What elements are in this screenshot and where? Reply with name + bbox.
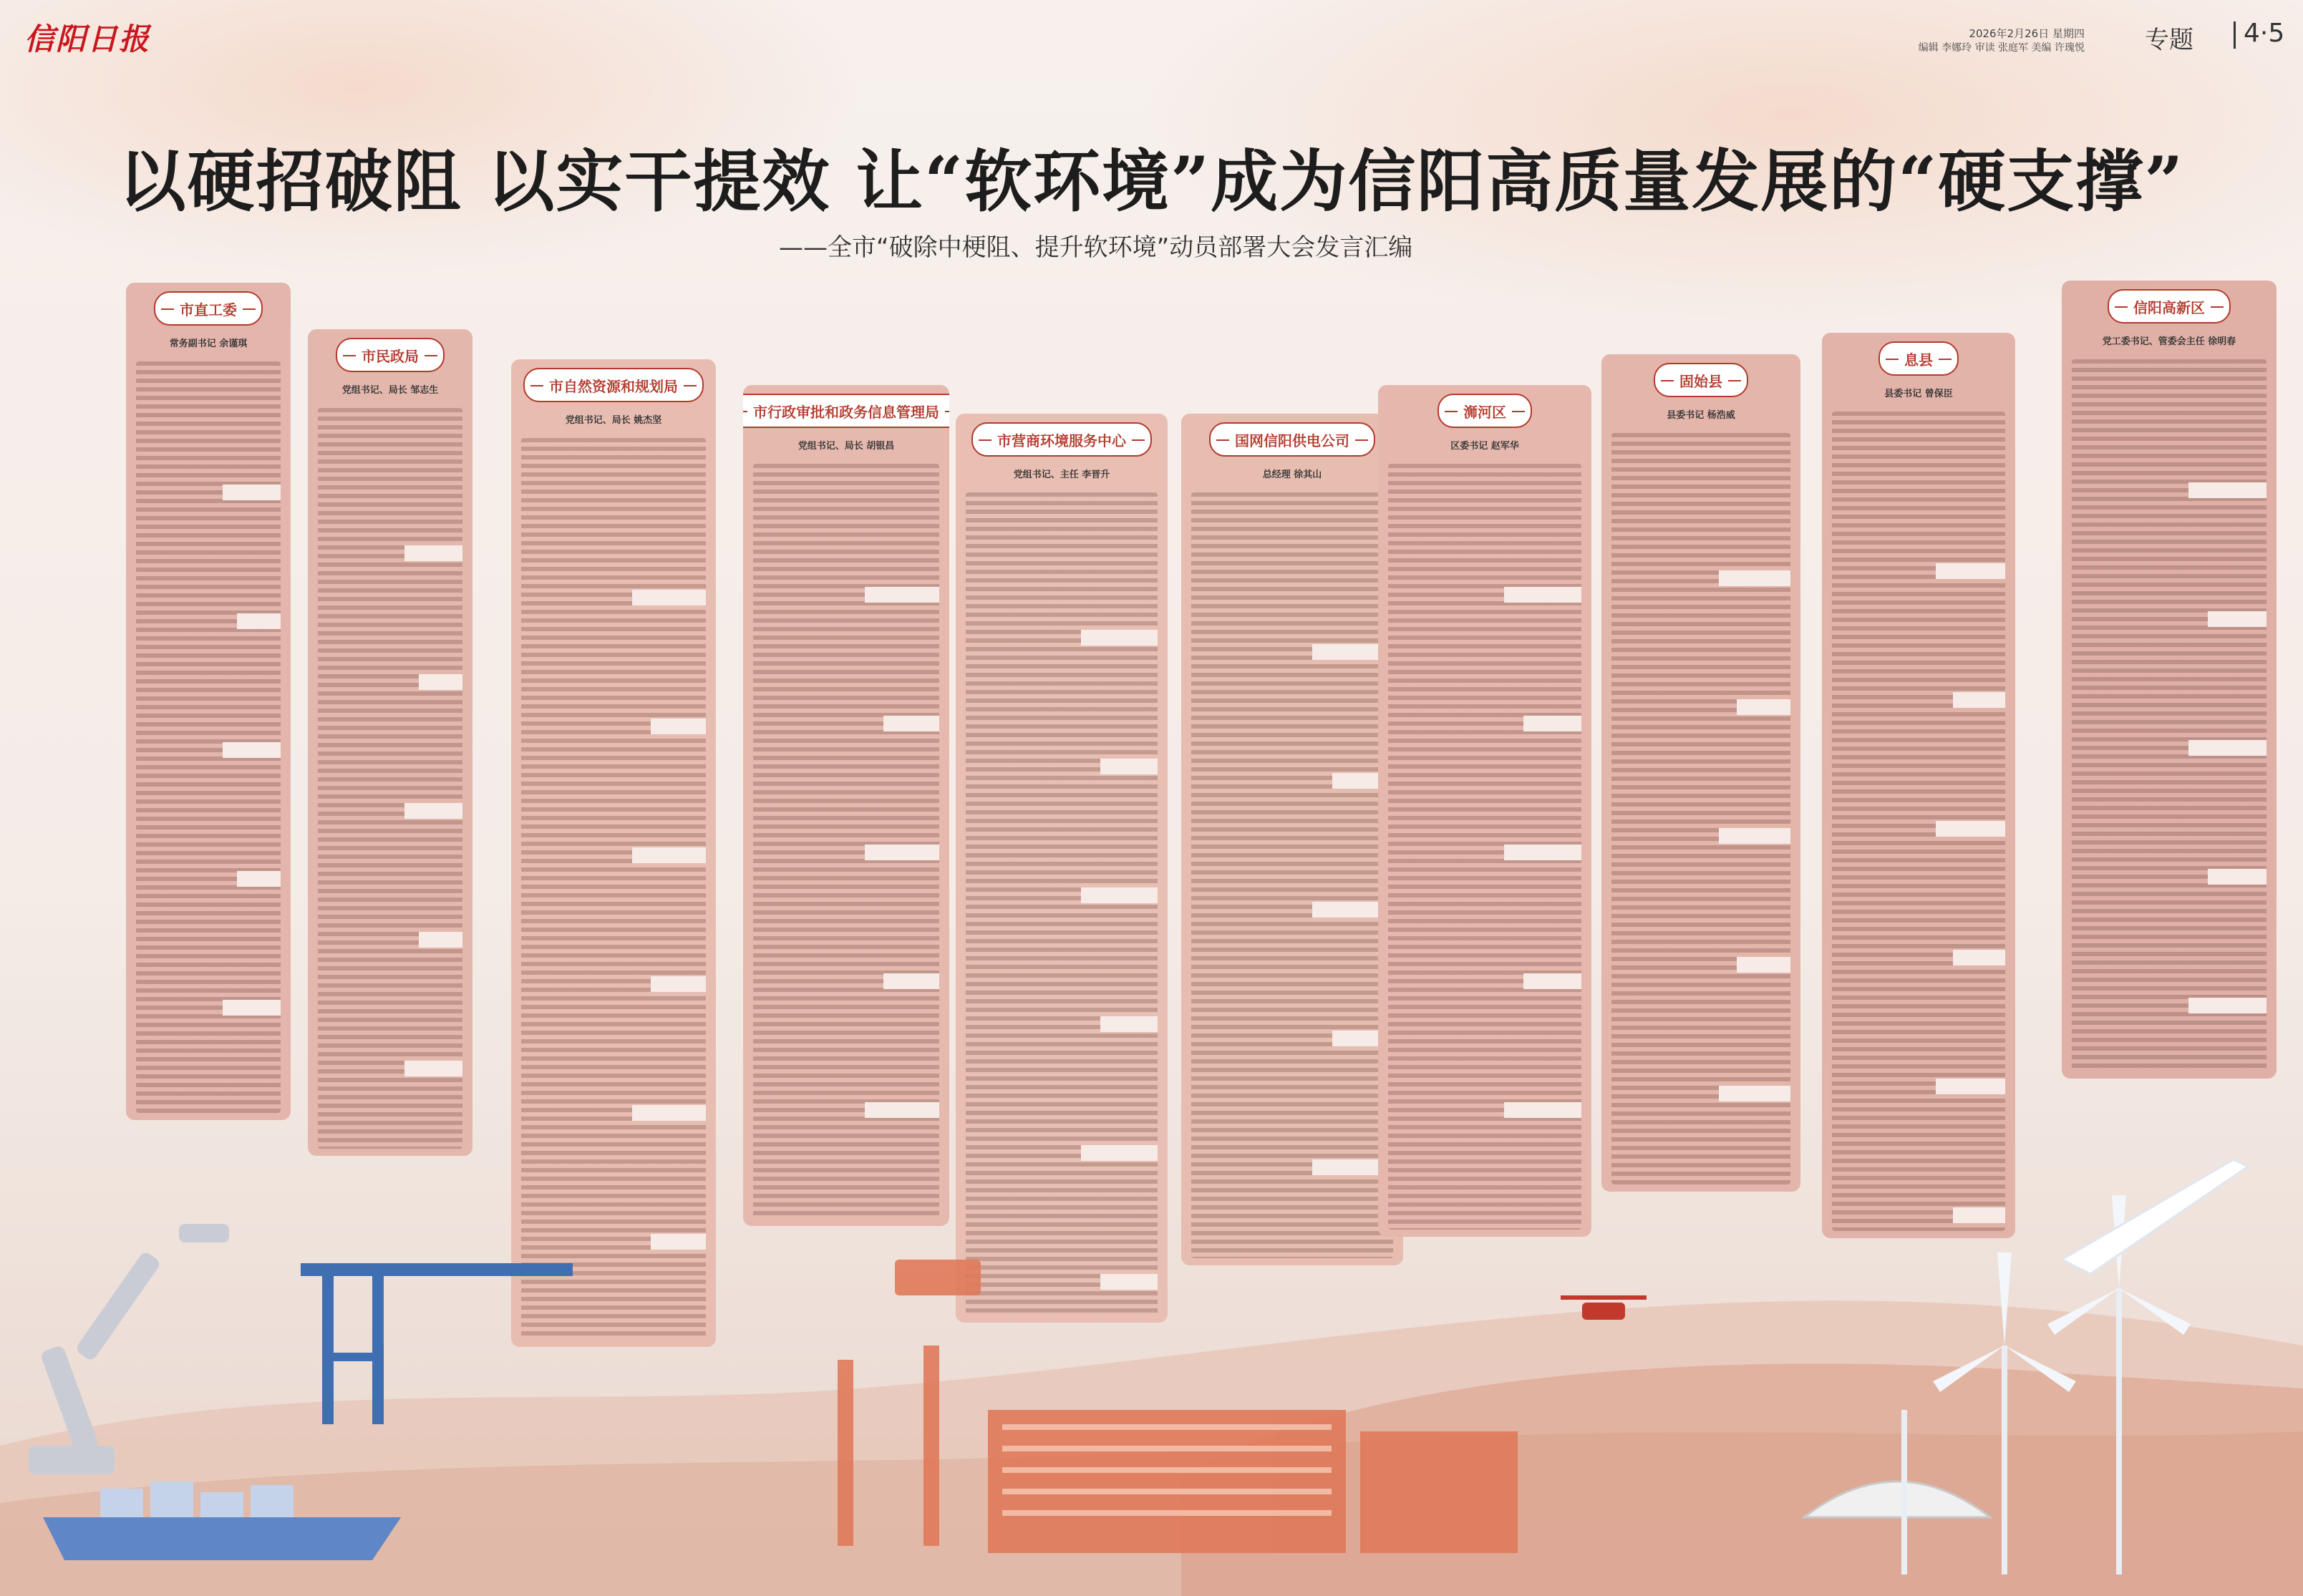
paragraph-break	[404, 545, 462, 561]
unit-badge: 固始县	[1654, 363, 1748, 397]
paragraph-break	[1936, 563, 2005, 579]
paragraph-break	[1719, 828, 1790, 844]
paragraph-break	[632, 590, 706, 605]
paragraph-break	[223, 742, 281, 758]
speech-column	[2062, 281, 2277, 1079]
speaker-byline: 县委书记 杨浩威	[1667, 410, 1735, 421]
paragraph-break	[237, 613, 281, 629]
speaker-byline: 党组书记、局长 姚杰坚	[565, 415, 662, 426]
paragraph-break	[651, 719, 706, 734]
paragraph-break	[865, 845, 939, 860]
speech-body-text-block	[2072, 359, 2266, 1071]
speech-body-text-block	[136, 361, 281, 1113]
paragraph-break	[1523, 973, 1581, 989]
issue-date: 2026年2月26日 星期四	[1969, 27, 2085, 40]
paragraph-break	[223, 1000, 281, 1016]
paragraph-break	[404, 803, 462, 819]
unit-badge: 息县	[1878, 341, 1959, 376]
unit-badge: 市直工委	[154, 291, 263, 326]
paragraph-break	[2188, 482, 2266, 498]
unit-badge: 信阳高新区	[2108, 289, 2231, 323]
article-title: 以硬招破阻 以实干提效 让“软环境”成为信阳高质量发展的“硬支撑”	[118, 142, 2185, 221]
paragraph-break	[865, 587, 939, 603]
paragraph-break	[1719, 570, 1790, 586]
paragraph-break	[883, 716, 939, 731]
speech-body-text-block	[1611, 433, 1790, 1184]
paragraph-break	[223, 485, 281, 500]
paragraph-break	[1504, 587, 1581, 603]
unit-badge: 国网信阳供电公司	[1209, 422, 1375, 457]
paragraph-break	[1936, 821, 2005, 837]
paragraph-break	[1081, 630, 1158, 646]
section-divider	[2234, 21, 2236, 49]
unit-badge: 市行政审批和政务信息管理局	[743, 394, 949, 428]
speaker-byline: 党工委书记、管委会主任 徐明春	[2102, 336, 2236, 347]
paragraph-break	[1737, 957, 1790, 973]
section-label: 专题	[2145, 26, 2193, 54]
paragraph-break	[237, 871, 281, 887]
speech-column	[1601, 354, 1800, 1192]
paragraph-break	[1100, 1016, 1158, 1032]
paragraph-break	[1953, 950, 2005, 965]
page-number: 4·5	[2244, 19, 2285, 48]
paragraph-break	[419, 674, 462, 690]
paragraph-break	[651, 976, 706, 992]
paragraph-break	[2188, 998, 2266, 1013]
speech-column	[126, 283, 291, 1120]
speaker-byline: 区委书记 赵军华	[1450, 441, 1519, 452]
article-subtitle: ——全市“破除中梗阻、提升软环境”动员部署大会发言汇编	[779, 233, 1413, 262]
speech-body-text-block	[318, 408, 462, 1149]
speaker-byline: 总经理 徐其山	[1262, 469, 1322, 480]
paragraph-break	[632, 847, 706, 863]
editor-credits: 编辑 李娜玲 审读 张庭军 美编 许瑰悦	[1918, 42, 2085, 54]
header-bar	[0, 0, 2303, 57]
speech-column	[308, 329, 472, 1156]
speaker-byline: 常务副书记 余谨琪	[169, 339, 248, 349]
unit-badge: 市营商环境服务中心	[971, 422, 1152, 457]
unit-badge: 市民政局	[336, 338, 445, 372]
paragraph-break	[1523, 716, 1581, 731]
paragraph-break	[1953, 692, 2005, 708]
industrial-landscape-illustration	[0, 1074, 2303, 1596]
speaker-byline: 党组书记、局长 胡银昌	[797, 441, 895, 452]
speaker-byline: 党组书记、局长 邹志生	[341, 385, 439, 396]
paragraph-break	[1081, 887, 1158, 903]
unit-badge: 市自然资源和规划局	[523, 368, 704, 402]
paragraph-break	[1737, 699, 1790, 715]
paragraph-break	[2208, 611, 2266, 627]
paragraph-break	[419, 932, 462, 948]
paragraph-break	[1504, 845, 1581, 860]
masthead-logo: 信阳日报	[24, 21, 151, 57]
speaker-byline: 党组书记、主任 李晋升	[1013, 469, 1110, 480]
paragraph-break	[2188, 740, 2266, 756]
paragraph-break	[2208, 869, 2266, 885]
paragraph-break	[883, 973, 939, 989]
speaker-byline: 县委书记 曾保臣	[1884, 389, 1953, 399]
unit-badge: 浉河区	[1437, 394, 1532, 428]
paragraph-break	[1100, 759, 1158, 774]
